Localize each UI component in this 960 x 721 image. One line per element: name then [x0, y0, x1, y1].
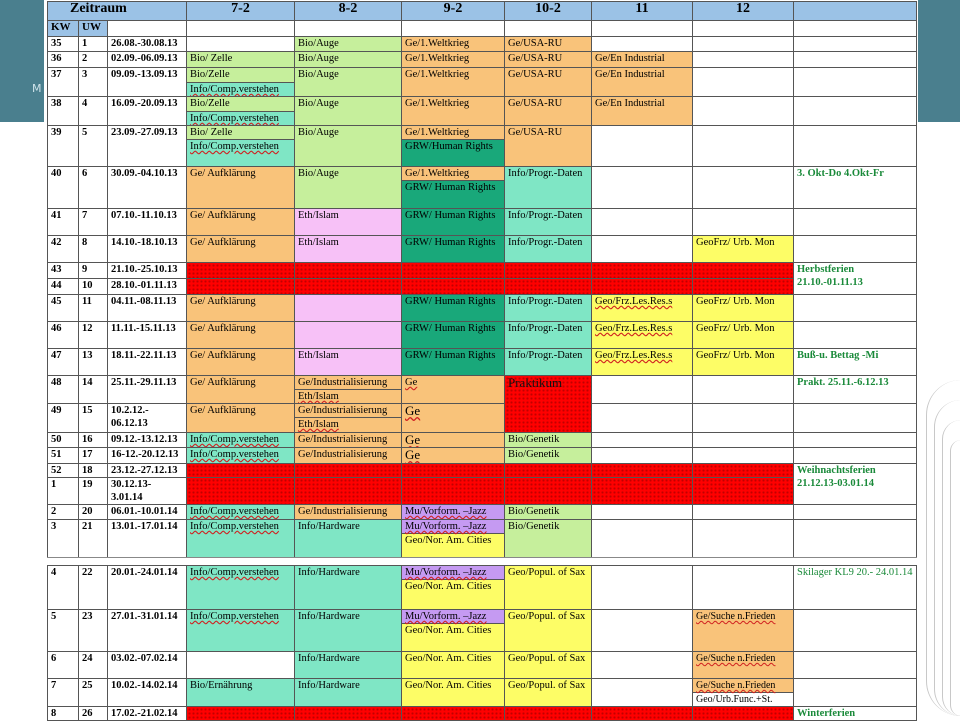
schedule-document: [47, 0, 917, 719]
table-row: 5 23 27.01.-31.01.14 Info/Comp.verstehen Info/Hardware Mu/Vorform. –Jazz Geo/Nor. Am. Cities Geo/Popul. of Sax Ge/Suche n.Frieden: [48, 610, 917, 652]
holiday-row: 8 26 17.02.-21.02.14 Winterferien: [48, 707, 917, 721]
subheader-row: [48, 21, 917, 37]
table-row: 3 21 13.01.-17.01.14 Info/Comp.verstehen Info/Hardware Mu/Vorform. –Jazz Geo/Nor. Am. Cities Bio/Genetik: [48, 520, 917, 563]
header-class-10-2: 10-2: [505, 2, 592, 21]
header-class-9-2: 9-2: [402, 2, 505, 21]
header-notes: [794, 2, 917, 21]
table-row: 42 8 14.10.-18.10.13 Ge/ Aufklärung Eth/Islam GRW/ Human Rights Info/Progr.-Daten GeoFrz/ Urb. Mon: [48, 236, 917, 263]
slide-side-label: M: [32, 82, 42, 95]
table-row: 36 2 02.09.-06.09.13 Bio/ Zelle Bio/Auge Ge/1.Weltkrieg Ge/USA-RU Ge/En Industrial: [48, 52, 917, 68]
page-curl-decoration: [920, 380, 960, 716]
slide-background-right: [918, 0, 960, 122]
table-row: 50 16 09.12.-13.12.13 Info/Comp.verstehen Ge/Industrialisierung Ge Bio/Genetik: [48, 433, 917, 448]
header-class-11: 11: [592, 2, 693, 21]
table-row: 41 7 07.10.-11.10.13 Ge/ Aufklärung Eth/Islam GRW/ Human Rights Info/Progr.-Daten: [48, 209, 917, 236]
table-row: 49 15 10.2.12.- 06.12.13 Ge/ Aufklärung Ge/Industrialisierung Eth/Islam Ge: [48, 404, 917, 433]
slide-background-left: [0, 0, 44, 122]
table-row: 48 14 25.11.-29.11.13 Ge/ Aufklärung Ge/Industrialisierung Eth/Islam Ge Praktikum Prakt. 25.11.-6.12.13: [48, 376, 917, 404]
holiday-note: Winterferien: [794, 707, 917, 721]
holiday-row: 43 9 21.10.-25.10.13 Herbstferien 21.10.-01.11.13: [48, 263, 917, 279]
table-row: 38 4 16.09.-20.09.13 Bio/Zelle Info/Comp.verstehen Bio/Auge Ge/1.Weltkrieg Ge/USA-RU Ge/En Industrial: [48, 97, 917, 126]
header-class-12: 12: [693, 2, 794, 21]
subheader-kw: KW: [48, 21, 79, 37]
schedule-table-part2: [47, 565, 917, 721]
table-row: 45 11 04.11.-08.11.13 Ge/ Aufklärung GRW/ Human Rights Info/Progr.-Daten Geo/Frz.Les.Res.s GeoFrz/ Urb. Mon: [48, 295, 917, 322]
table-row: 7 25 10.02.-14.02.14 Bio/Ernährung Info/Hardware Geo/Nor. Am. Cities Geo/Popul. of Sax Ge/Suche n.Frieden Geo/Urb.Func.+St.: [48, 679, 917, 707]
holiday-note: Herbstferien 21.10.-01.11.13: [794, 263, 917, 295]
holiday-note: Weihnachtsferien 21.12.13-03.01.14: [794, 464, 917, 505]
holiday-row: 44 10 28.10.-01.11.13: [48, 279, 917, 295]
header-class-7-2: 7-2: [187, 2, 295, 21]
table-row: 35 1 26.08.-30.08.13 Bio/Auge Ge/1.Weltkrieg Ge/USA-RU: [48, 37, 917, 52]
table-row: 40 6 30.09.-04.10.13 Ge/ Aufklärung Bio/Auge Ge/1.Weltkrieg GRW/ Human Rights Info/Progr.-Daten 3. Okt-Do 4.Okt-Fr: [48, 167, 917, 209]
table-row: 4 22 20.01.-24.01.14 Info/Comp.verstehen Info/Hardware Mu/Vorform. –Jazz Geo/Nor. Am. Cities Geo/Popul. of Sax Skilager KL9 20.- 24.01.14: [48, 566, 917, 610]
header-row: [48, 2, 917, 21]
holiday-row: 52 18 23.12.-27.12.13 Weihnachtsferien 21.12.13-03.01.14: [48, 464, 917, 478]
table-row: 6 24 03.02.-07.02.14 Info/Hardware Geo/Nor. Am. Cities Geo/Popul. of Sax Ge/Suche n.Frieden: [48, 652, 917, 679]
table-row: 2 20 06.01.-10.01.14 Info/Comp.verstehen Ge/Industrialisierung Mu/Vorform. –Jazz Bio/Genetik: [48, 505, 917, 520]
table-row: 47 13 18.11.-22.11.13 Ge/ Aufklärung Eth/Islam GRW/ Human Rights Info/Progr.-Daten Geo/Frz.Les.Res.s GeoFrz/ Urb. Mon Buß-u. Bettag -Mi: [48, 349, 917, 376]
header-class-8-2: 8-2: [295, 2, 402, 21]
table-row: 39 5 23.09.-27.09.13 Bio/ Zelle Info/Comp.verstehen Bio/Auge Ge/1.Weltkrieg GRW/Human Rights Ge/USA-RU: [48, 126, 917, 167]
header-zeitraum: Zeitraum: [48, 2, 187, 21]
holiday-row: 1 19 30.12.13- 3.01.14: [48, 478, 917, 505]
praktikum-cell: Praktikum: [505, 376, 592, 433]
table-row: 46 12 11.11.-15.11.13 Ge/ Aufklärung GRW/ Human Rights Info/Progr.-Daten Geo/Frz.Les.Res.s GeoFrz/ Urb. Mon: [48, 322, 917, 349]
table-row: 37 3 09.09.-13.09.13 Bio/Zelle Info/Comp.verstehen Bio/Auge Ge/1.Weltkrieg Ge/USA-RU Ge/En Industrial: [48, 68, 917, 97]
schedule-table-part1: [47, 1, 917, 563]
subheader-uw: UW: [79, 21, 108, 37]
table-row: 51 17 16-12.-20.12.13 Info/Comp.verstehen Ge/Industrialisierung Ge Bio/Genetik: [48, 448, 917, 464]
